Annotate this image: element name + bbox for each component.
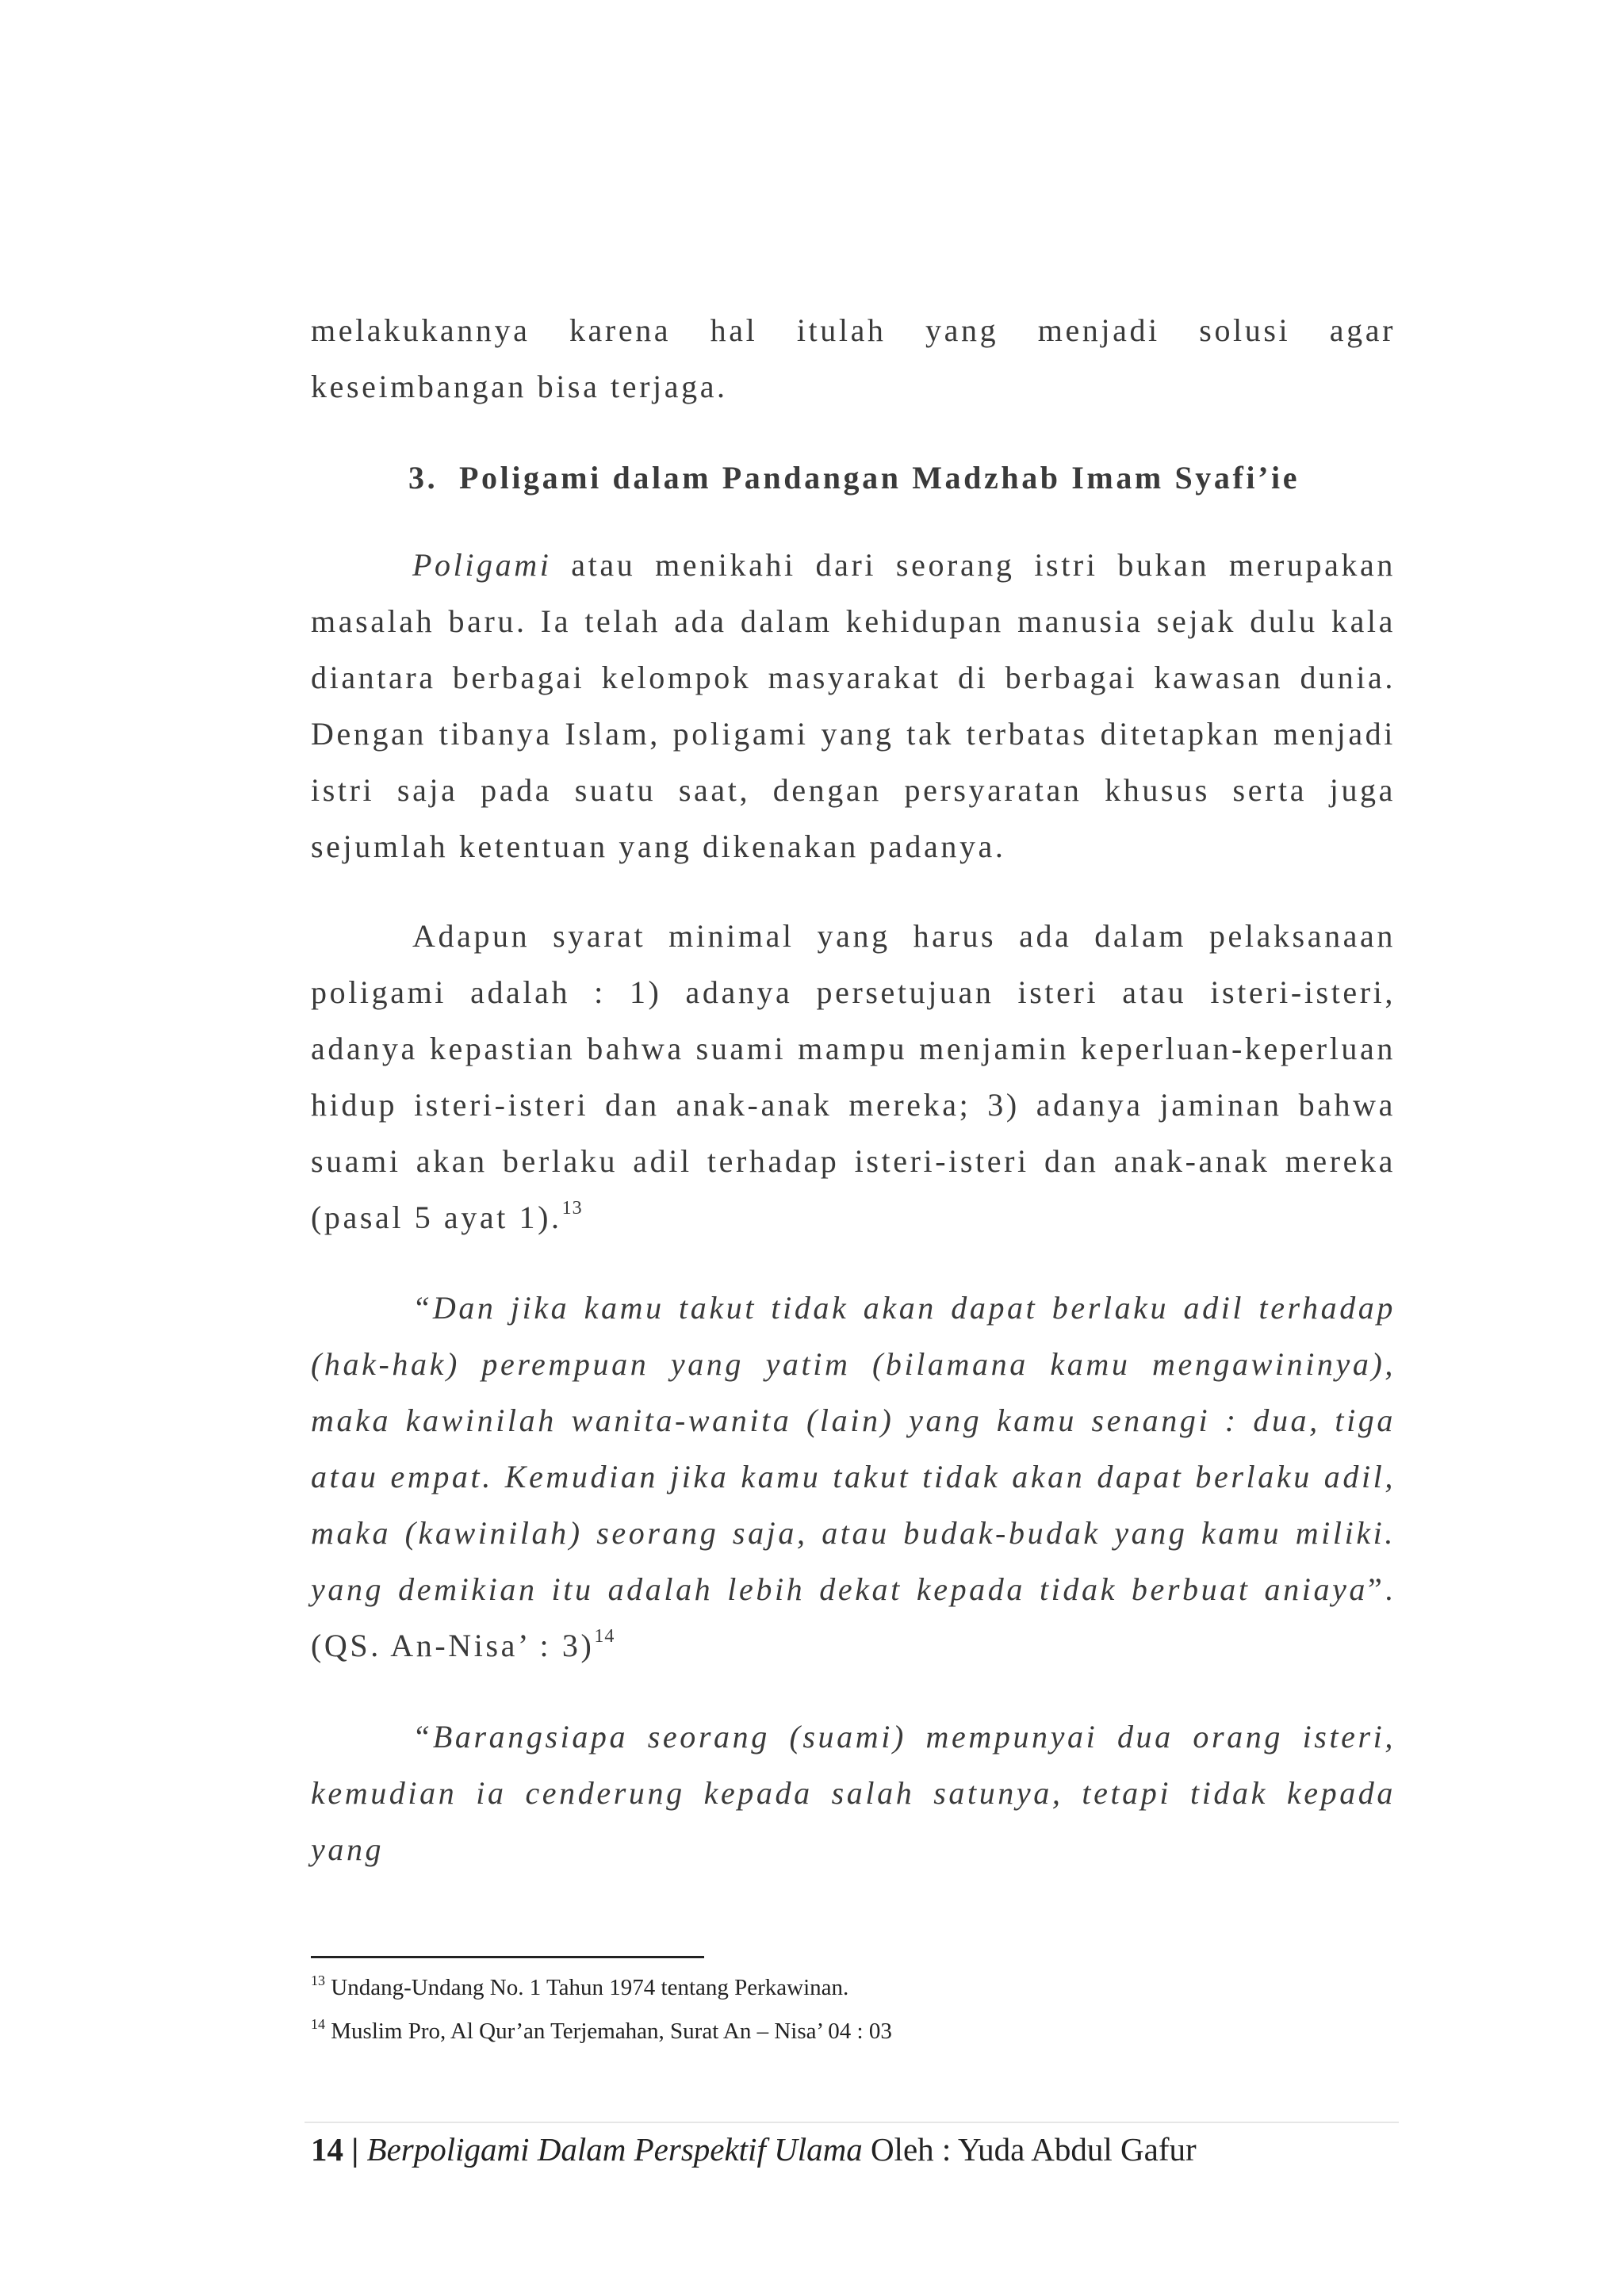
paragraph-syarat (311, 908, 1396, 1246)
page-number: 14 | (311, 2131, 359, 2168)
footnote-ref-14[interactable]: 14 (594, 1626, 615, 1647)
section-heading (408, 450, 1300, 506)
paragraph-poligami-text: atau menikahi dari seorang istri bukan merupakan masalah baru. Ia telah ada dalam kehidupan manusia sejak dulu kala diantara berbagai kelompok masyarakat di berbagai kawasan dunia. Dengan tibanya Islam, poligami yang tak terbatas ditetapkan menjadi istri saja pada suatu saat, dengan persyaratan khusus serta juga sejumlah ketentuan yang dikenakan padanya. (311, 547, 1396, 864)
quote-hadith-text: “Barangsiapa seorang (suami) mempunyai dua orang isteri, kemudian ia cenderung kepada salah satunya, tetapi tidak kepada yang (311, 1719, 1396, 1867)
section-number: 3. (408, 460, 439, 496)
footnote-13-number: 13 (311, 1973, 325, 1988)
footnote-13 (311, 1972, 848, 2003)
author-credit: Oleh : Yuda Abdul Gafur (862, 2131, 1197, 2168)
paragraph-poligami (311, 537, 1396, 874)
footnote-14 (311, 2015, 892, 2047)
section-title: Poligami dalam Pandangan Madzhab Imam Syafi’ie (459, 460, 1300, 496)
footnote-13-text: Undang-Undang No. 1 Tahun 1974 tentang Perkawinan. (325, 1975, 849, 2000)
quote-quran-verse-text: “Dan jika kamu takut tidak akan dapat berlaku adil terhadap (hak-hak) perempuan yang yatim (bilamana kamu mengawininya), maka kawinilah wanita-wanita (lain) yang kamu senangi : dua, tiga atau empat. Kemudian jika kamu takut tidak akan dapat berlaku adil, maka (kawinilah) seorang saja, atau budak-budak yang kamu miliki. yang demikian itu adalah lebih dekat kepada tidak berbuat aniaya (311, 1290, 1396, 1607)
continuation-paragraph: melakukannya karena hal itulah yang menjadi solusi agar keseimbangan bisa terjaga. (311, 312, 1396, 404)
footnote-ref-13[interactable]: 13 (561, 1198, 583, 1219)
footer-divider (304, 2122, 1399, 2123)
page-footer (311, 2130, 1197, 2169)
quote-hadith (311, 1709, 1396, 1877)
footnote-14-text: Muslim Pro, Al Qur’an Terjemahan, Surat An – Nisa’ 04 : 03 (325, 2019, 892, 2044)
footnote-divider (311, 1956, 704, 1958)
book-title: Berpoligami Dalam Perspektif Ulama (366, 2131, 863, 2168)
paragraph-poligami-term: Poligami (412, 547, 552, 583)
paragraph-syarat-text: Adapun syarat minimal yang harus ada dalam pelaksanaan poligami adalah : 1) adanya persetujuan isteri atau isteri-isteri, adanya kepastian bahwa suami mampu menjamin keperluan-keperluan hidup isteri-isteri dan anak-anak mereka; 3) adanya jaminan bahwa suami akan berlaku adil terhadap isteri-isteri dan anak-anak mereka (pasal 5 ayat 1). (311, 918, 1396, 1235)
footnote-14-number: 14 (311, 2016, 325, 2032)
quote-quran-citation: ”. (QS. An-Nisa’ : 3) (311, 1571, 1396, 1663)
quote-quran-verse (311, 1280, 1396, 1674)
